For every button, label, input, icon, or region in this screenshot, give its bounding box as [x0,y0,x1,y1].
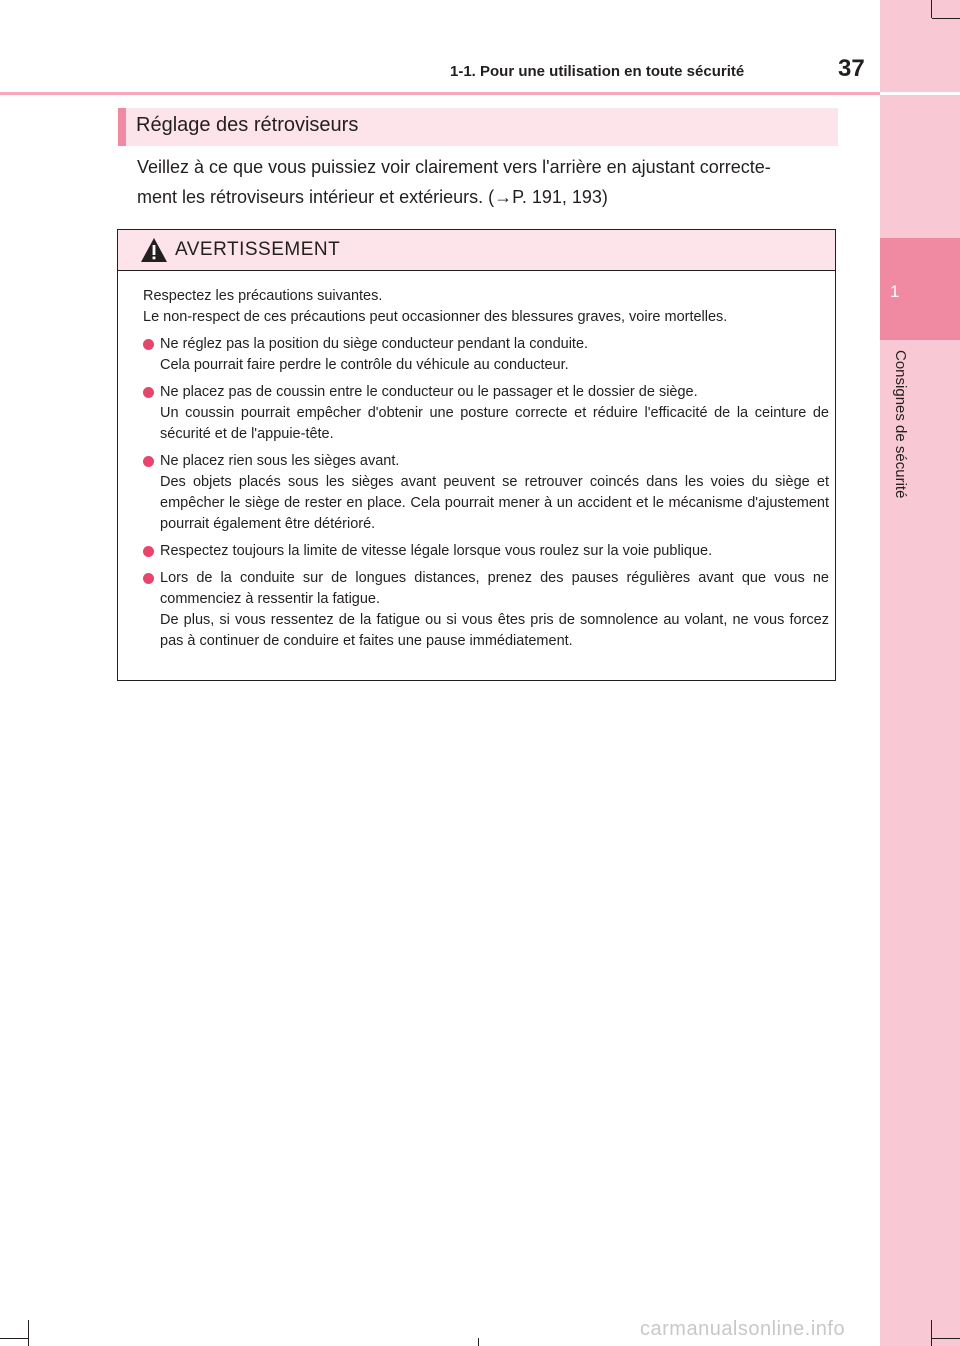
warning-title: AVERTISSEMENT [175,239,341,260]
header-divider-gap [880,92,960,95]
warning-box [117,229,836,681]
list-item-title: Respectez toujours la limite de vitesse légale lorsque vous roulez sur la voie publique. [160,543,713,559]
crop-mark [0,1338,28,1339]
list-item [143,451,829,535]
warning-body [143,286,829,652]
intro-paragraph [137,152,837,212]
list-item [143,568,829,652]
chapter-label: Consignes de sécurité [892,350,909,499]
crop-mark [932,18,960,19]
list-item-title: Ne réglez pas la position du siège conducteur pendant la conduite. [160,336,589,352]
list-item [143,382,829,445]
page-reference-link[interactable]: P. 191, 193) [512,187,608,207]
list-item-text: Cela pourrait faire perdre le contrôle du véhicule au conducteur. [160,357,569,373]
arrow-icon: → [494,187,513,207]
section-heading-accent [118,108,126,146]
list-item-text: De plus, si vous ressentez de la fatigue ou si vous êtes pris de somnolence au volant, ne vous forcez pas à continuer de conduire et faites une pause immédiatement. [160,612,829,649]
warning-triangle-icon [140,237,168,263]
list-item-text: Des objets placés sous les sièges avant peuvent se retrouver coincés dans les voies du siège et empêcher le siège de rester en place. Cela pourrait mener à un accident et le mécanisme d'ajustement pourrait également être détérioré. [160,474,829,532]
list-item-title: Ne placez pas de coussin entre le conducteur ou le passager et le dossier de siège. [160,384,698,400]
crop-mark [931,1320,932,1346]
list-item [143,541,829,562]
crop-mark [931,0,932,18]
running-header: 1-1. Pour une utilisation en toute sécurité [450,63,745,80]
header-divider [0,92,880,95]
intro-line-2: ment les rétroviseurs intérieur et extérieurs. (→P. 191, 193) [137,187,608,207]
bullet-icon [143,387,154,398]
section-heading: Réglage des rétroviseurs [136,114,359,136]
list-item-title: Ne placez rien sous les sièges avant. [160,453,400,469]
list-item-text: Un coussin pourrait empêcher d'obtenir une posture correcte et réduire l'efficacité de la ceinture de sécurité et de l'appuie-tête. [160,405,829,442]
list-item [143,334,829,376]
bullet-icon [143,456,154,467]
list-item-title: Lors de la conduite sur de longues distances, prenez des pauses régulières avant que vous ne commenciez à ressentir la fatigue. [160,570,829,607]
warning-header [118,230,835,271]
warning-intro-2: Le non-respect de ces précautions peut occasionner des blessures graves, voire mortelles. [143,309,728,325]
warning-intro-1: Respectez les précautions suivantes. [143,288,383,304]
intro-line-1: Veillez à ce que vous puissiez voir clairement vers l'arrière en ajustant correcte- [137,157,771,177]
bullet-icon [143,339,154,350]
crop-mark [28,1320,29,1346]
crop-mark [932,1338,960,1339]
crop-mark [478,1338,479,1346]
watermark: carmanualsonline.info [640,1318,846,1340]
page-number: 37 [838,55,865,82]
chapter-number: 1 [890,282,900,301]
side-strip [880,0,960,1346]
bullet-icon [143,573,154,584]
bullet-icon [143,546,154,557]
